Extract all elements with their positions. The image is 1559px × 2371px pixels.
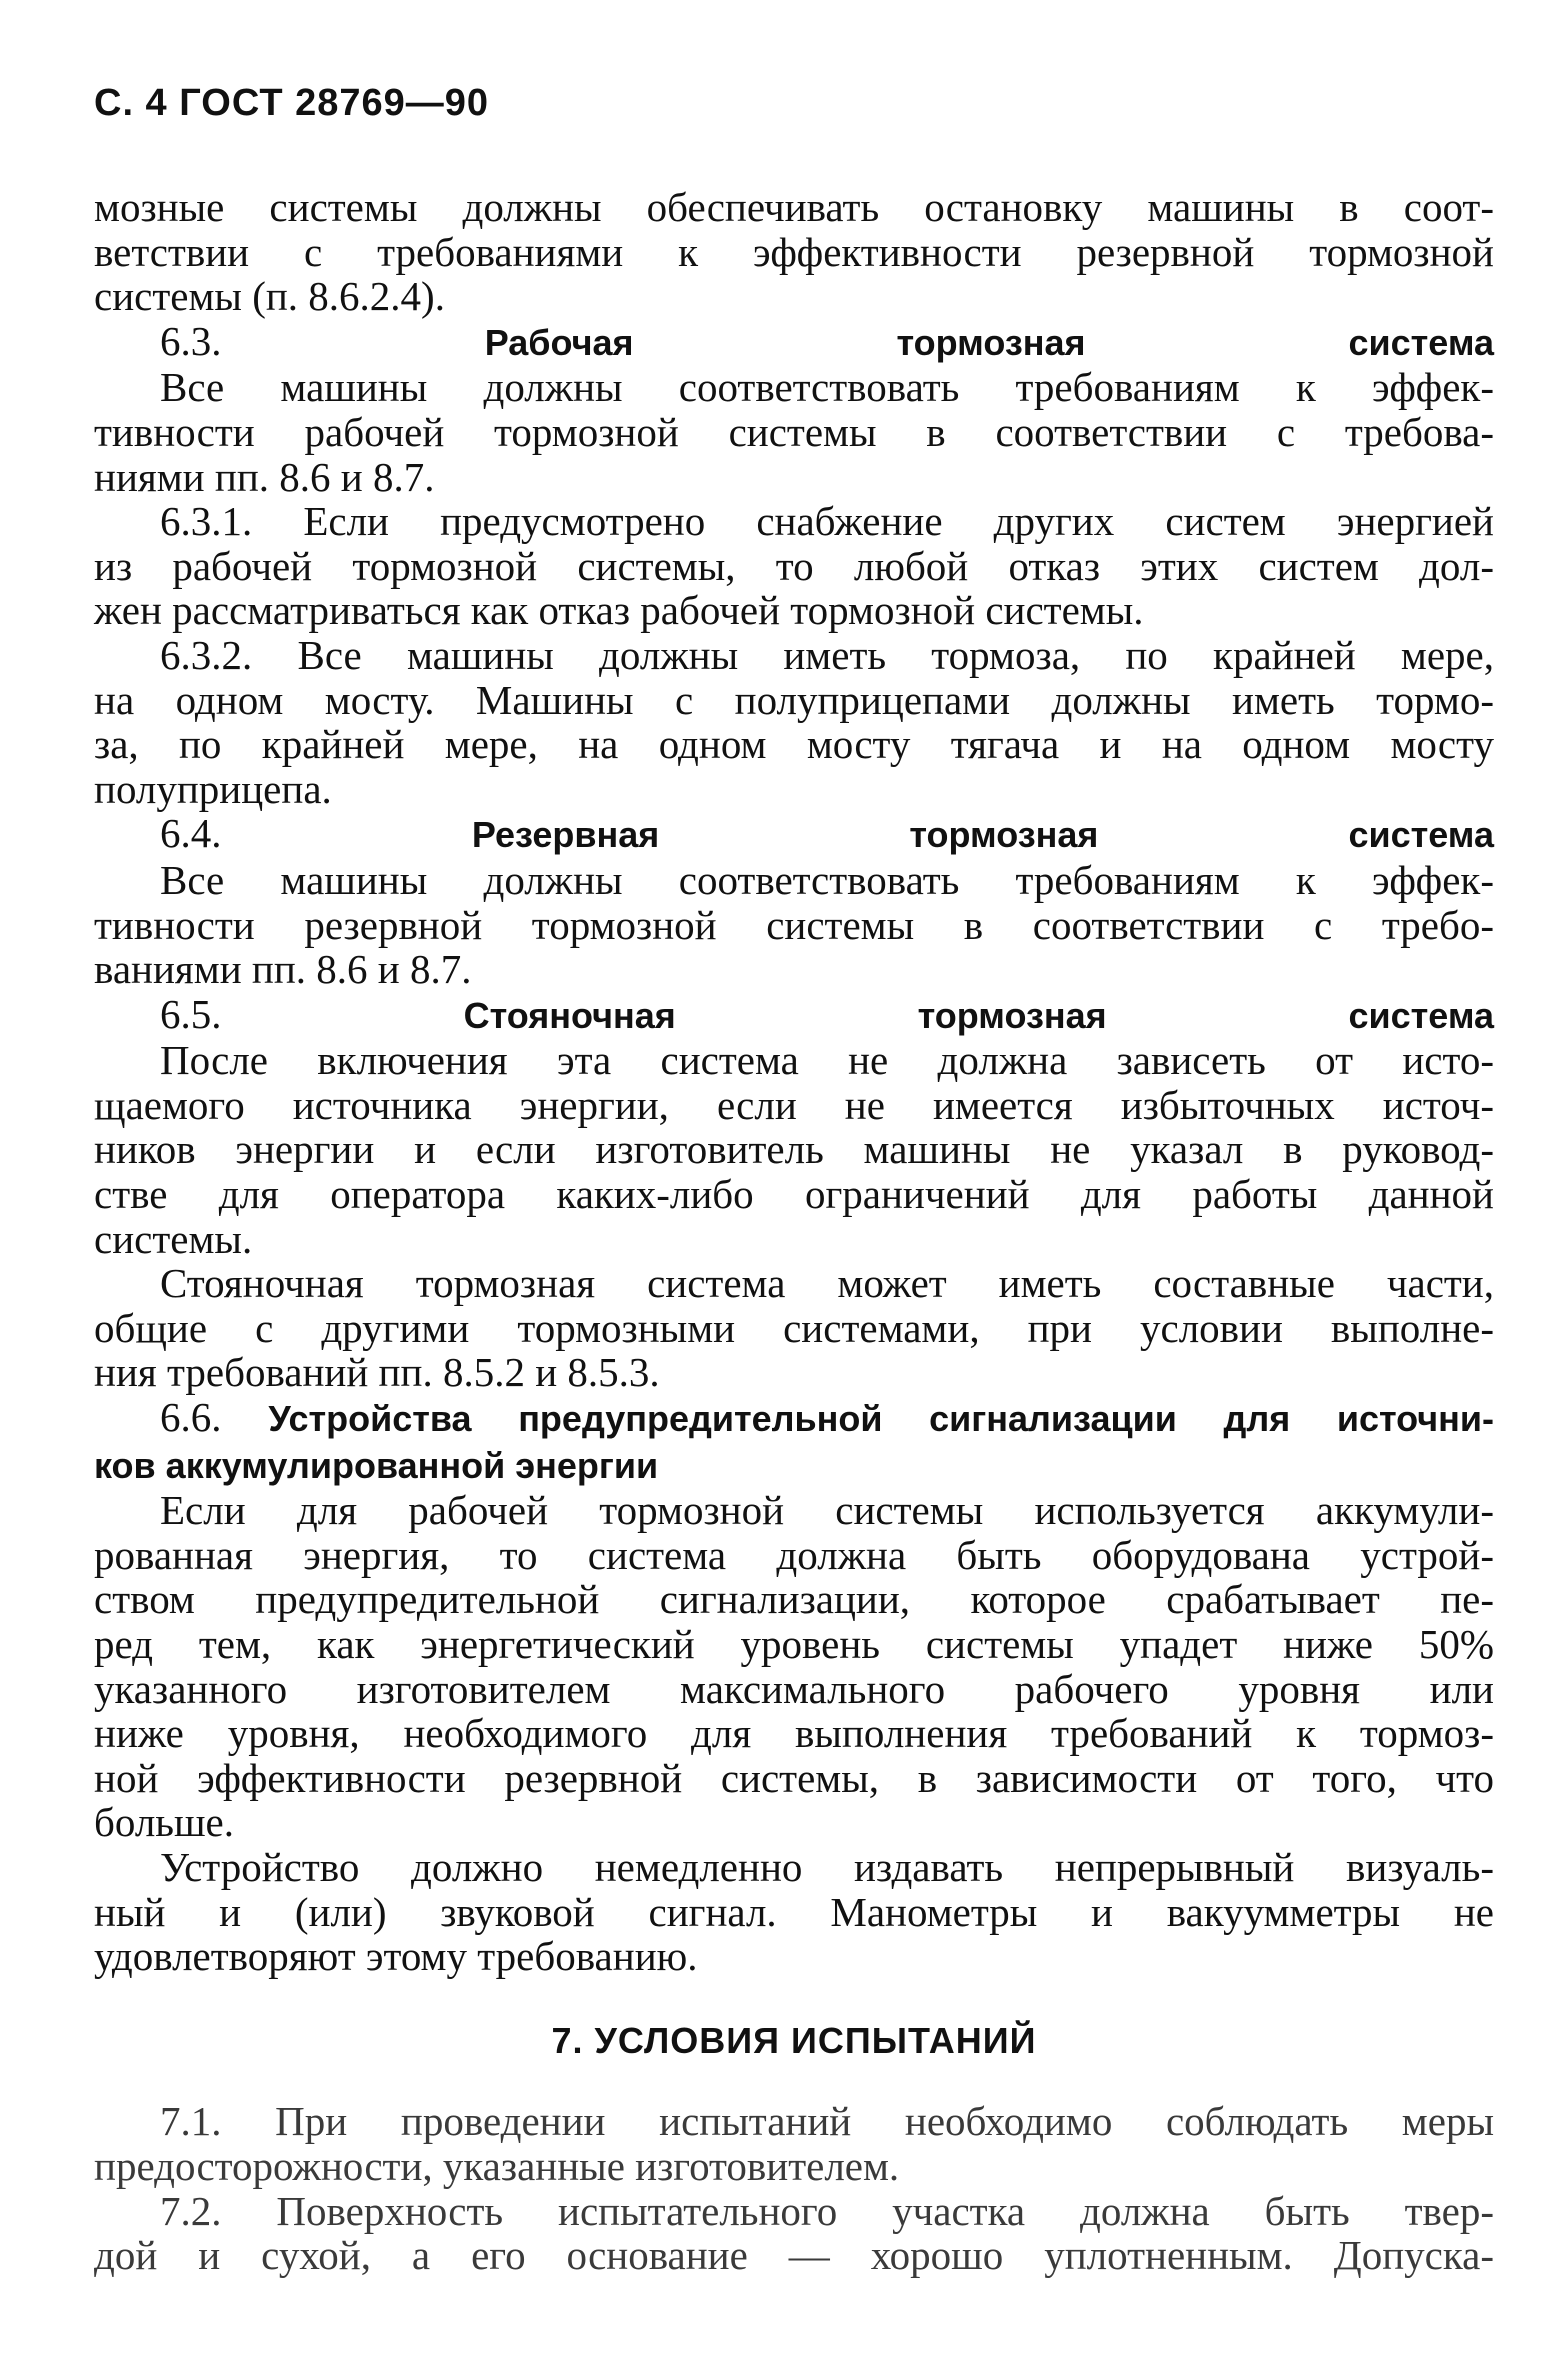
text-line: дой и сухой, а его основание — хорошо уплотненным. Допуска- [94, 2232, 1494, 2279]
section-number: 6.5. [160, 990, 222, 1037]
section-title-line-1: Устройства предупредительной сигнализации для источни- [268, 1398, 1494, 1440]
section-title-line-2: ков аккумулированной энергии [94, 1444, 659, 1486]
text-line: жен рассматриваться как отказ рабочей тормозной системы. [94, 587, 1144, 634]
section-heading-6-5 [94, 992, 1494, 1039]
paragraph-6-6-b [94, 1845, 1494, 1979]
text-line: тивности резервной тормозной системы в соответствии с требо- [94, 901, 1494, 948]
text-line: ветствии с требованиями к эффективности резервной тормозной [94, 228, 1494, 275]
document-body [94, 185, 1494, 2278]
text-line: из рабочей тормозной системы, то любой отказ этих систем дол- [94, 542, 1494, 589]
text-line: После включения эта система не должна зависеть от исто- [160, 1037, 1494, 1084]
paragraph-7-2 [94, 2189, 1494, 2278]
paragraph-6-6-a [94, 1488, 1494, 1845]
text-line: ников энергии и если изготовитель машины не указал в руковод- [94, 1126, 1494, 1173]
text-line: рованная энергия, то система должна быть оборудована устрой- [94, 1531, 1494, 1578]
section-heading-6-6 [94, 1395, 1494, 1442]
text-line: щаемого источника энергии, если не имеется избыточных источ- [94, 1081, 1494, 1128]
paragraph-6-4 [94, 858, 1494, 992]
text-line: ваниями пп. 8.6 и 8.7. [94, 946, 472, 993]
text-line: 6.3.1. Если предусмотрено снабжение других систем энергией [160, 498, 1494, 545]
text-line: больше. [94, 1799, 234, 1846]
text-line: ред тем, как энергетический уровень системы упадет ниже 50% [94, 1621, 1494, 1667]
text-line: Все машины должны соответствовать требованиям к эффек- [160, 856, 1494, 903]
text-line: ной эффективности резервной системы, в зависимости от того, что [94, 1754, 1494, 1801]
text-line: системы (п. 8.6.2.4). [94, 273, 445, 320]
chapter-heading-7: 7. УСЛОВИЯ ИСПЫТАНИЙ [551, 2019, 1037, 2061]
paragraph-6-3-2 [94, 633, 1494, 811]
text-line: ный и (или) звуковой сигнал. Манометры и вакуумметры не [94, 1888, 1494, 1935]
text-line: Все машины должны соответствовать требованиям к эффек- [160, 364, 1494, 411]
section-heading-6-3 [94, 319, 1494, 366]
paragraph-6-5-b [94, 1261, 1494, 1395]
text-line: мозные системы должны обеспечивать остановку машины в соот- [94, 184, 1494, 230]
section-number: 6.6. [160, 1394, 222, 1441]
text-line: предосторожности, указанные изготовителем. [94, 2142, 900, 2189]
text-line: удовлетворяют этому требованию. [94, 1933, 698, 1980]
text-line: 7.1. При проведении испытаний необходимо соблюдать меры [160, 2098, 1494, 2145]
text-line: общие с другими тормозными системами, при условии выполне- [94, 1304, 1494, 1351]
text-line: Если для рабочей тормозной системы используется аккумули- [160, 1487, 1494, 1534]
section-title: Стояночная тормозная система [463, 994, 1494, 1036]
text-line: Стояночная тормозная система может иметь составные части, [160, 1260, 1494, 1307]
text-line: на одном мосту. Машины с полуприцепами должны иметь тормо- [94, 676, 1494, 723]
section-number: 6.4. [160, 810, 222, 857]
text-line: полуприцепа. [94, 765, 332, 812]
text-line: тивности рабочей тормозной системы в соответствии с требова- [94, 408, 1494, 455]
paragraph-7-1 [94, 2099, 1494, 2188]
text-line: стве для оператора каких-либо ограничений для работы данной [94, 1171, 1494, 1218]
paragraph-intro [94, 185, 1494, 319]
document-page [94, 0, 1494, 2371]
text-line: ния требований пп. 8.5.2 и 8.5.3. [94, 1349, 660, 1396]
paragraph-6-5-a [94, 1038, 1494, 1261]
text-line: ниже уровня, необходимого для выполнения требований к тормоз- [94, 1710, 1494, 1757]
text-line: Устройство должно немедленно издавать непрерывный визуаль- [160, 1843, 1494, 1890]
text-line: указанного изготовителем максимального рабочего уровня или [94, 1665, 1494, 1712]
text-line: 6.3.2. Все машины должны иметь тормоза, по крайней мере, [160, 631, 1494, 678]
section-heading-6-4 [94, 811, 1494, 858]
paragraph-6-3 [94, 365, 1494, 499]
section-heading-6-6-continued [94, 1442, 1494, 1489]
text-line: ниями пп. 8.6 и 8.7. [94, 453, 435, 500]
text-line: системы. [94, 1215, 253, 1262]
text-line: за, по крайней мере, на одном мосту тягача и на одном мосту [94, 721, 1494, 768]
section-title: Резервная тормозная система [471, 814, 1494, 856]
running-header: С. 4 ГОСТ 28769—90 [94, 82, 490, 124]
text-line: 7.2. Поверхность испытательного участка должна быть твер- [160, 2187, 1494, 2234]
text-line: ством предупредительной сигнализации, которое срабатывает пе- [94, 1576, 1494, 1623]
section-number: 6.3. [160, 317, 222, 364]
paragraph-6-3-1 [94, 499, 1494, 633]
section-title: Рабочая тормозная система [484, 321, 1494, 363]
